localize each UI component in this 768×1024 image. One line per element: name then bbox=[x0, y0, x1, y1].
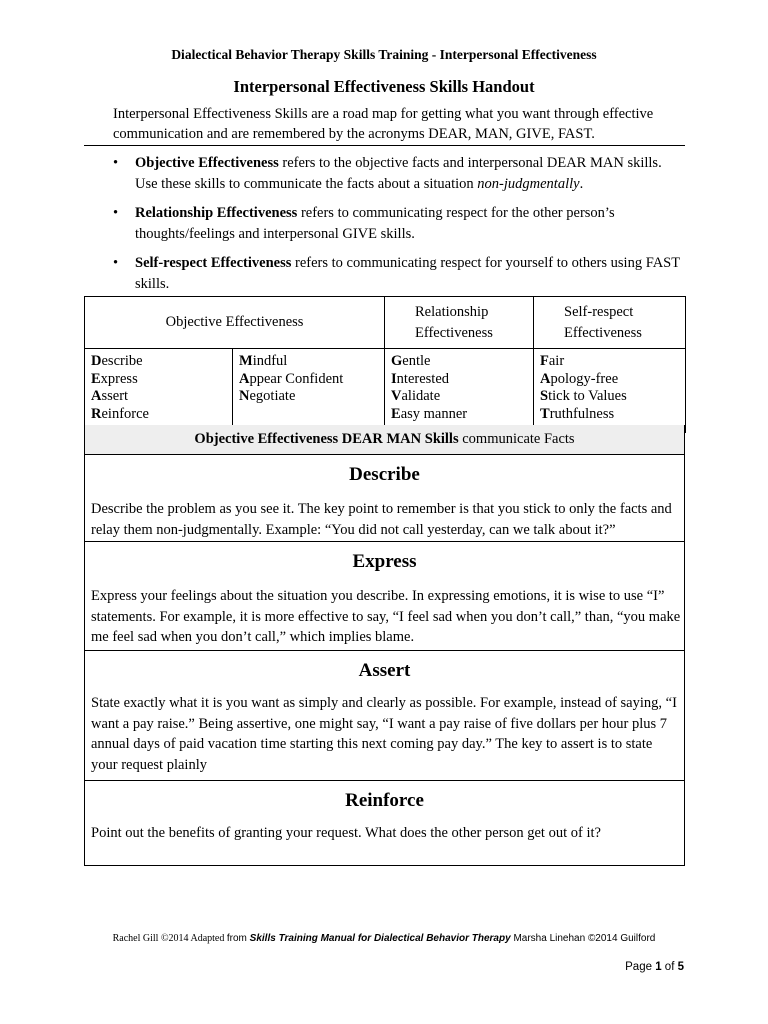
program-title: Dialectical Behavior Therapy Skills Training - Interpersonal Effectiveness bbox=[171, 47, 597, 62]
bullet-text: refers to the objective facts and interpersonal DEAR MAN skills. Use these skills to communicate the facts about a situation bbox=[135, 155, 662, 192]
acronym-cell-give bbox=[385, 349, 534, 433]
skills-acronym-table bbox=[84, 296, 686, 433]
intro-paragraph: Interpersonal Effectiveness Skills are a road map for getting what you want through effective communication and are remembered by the acronyms DEAR, MAN, GIVE, FAST. bbox=[113, 106, 654, 142]
card-reinforce bbox=[84, 781, 685, 866]
acronym-item: Express bbox=[91, 370, 138, 387]
acronym-item: Reinforce bbox=[91, 405, 149, 422]
credit-start: Rachel Gill ©2014 Adapted bbox=[112, 933, 227, 944]
header-line: Effectiveness bbox=[564, 324, 642, 341]
bullet-objective-effectiveness bbox=[113, 153, 683, 194]
credit-end: Marsha Linehan ©2014 Guilford bbox=[510, 933, 656, 944]
card-title: Reinforce bbox=[345, 790, 424, 811]
card-body: Express your feelings about the situation you describe. In expressing emotions, it is wise to use “I” statements. For example, it is more effective to say, “I feel sad when you don’t call,” than, “you make me feel sad when you don’t call,” which implies blame. bbox=[91, 588, 681, 645]
bullet-term: Self-respect Effectiveness bbox=[135, 255, 292, 271]
acronym-item: Easy manner bbox=[391, 405, 468, 422]
card-express bbox=[84, 542, 685, 651]
bullet-end: . bbox=[579, 175, 584, 192]
header-relationship-effectiveness bbox=[385, 297, 534, 349]
dear-man-section-heading bbox=[84, 425, 685, 455]
card-body: State exactly what it is you want as simply and clearly as possible. For example, instead of saying, “I want a pay raise.” Being assertive, one might say, “I want a pay raise of five dollars per hour plus 7 annual days of paid vacation time starting this next coming pay day.” The key to assert is to state your request plainly bbox=[91, 695, 677, 773]
acronym-item: Stick to Values bbox=[540, 388, 627, 404]
bullet-emphasis: non-judgmentally bbox=[477, 175, 580, 192]
intro-divider bbox=[84, 145, 685, 146]
section-heading-rest: communicate Facts bbox=[458, 431, 575, 447]
acronym-item: Validate bbox=[391, 388, 441, 404]
header-selfrespect-effectiveness bbox=[534, 297, 686, 349]
card-assert bbox=[84, 651, 685, 781]
table-acronym-row bbox=[85, 349, 686, 433]
bullet-selfrespect-effectiveness bbox=[113, 253, 683, 294]
handout-title: Interpersonal Effectiveness Skills Handout bbox=[233, 77, 535, 96]
acronym-item: Truthfulness bbox=[540, 405, 615, 422]
bullet-icon: • bbox=[113, 255, 119, 271]
effectiveness-bullet-list bbox=[113, 153, 683, 303]
footer-credit bbox=[0, 933, 768, 944]
page-of: of bbox=[661, 961, 678, 973]
credit-from: from bbox=[226, 933, 250, 944]
card-title: Describe bbox=[349, 464, 420, 485]
card-body: Point out the benefits of granting your request. What does the other person get out of it? bbox=[91, 825, 601, 841]
acronym-cell-dear bbox=[85, 349, 233, 433]
page-label: Page bbox=[625, 961, 656, 973]
page-number bbox=[625, 961, 684, 973]
acronym-cell-man bbox=[233, 349, 385, 433]
acronym-item: Describe bbox=[91, 353, 143, 369]
header-objective-effectiveness: Objective Effectiveness bbox=[85, 297, 385, 349]
header-line: Relationship bbox=[415, 303, 489, 320]
page-current: 1 bbox=[655, 961, 662, 973]
card-describe bbox=[84, 455, 685, 542]
card-title: Assert bbox=[358, 660, 411, 681]
header-line: Self-respect bbox=[564, 303, 634, 320]
acronym-item: Interested bbox=[391, 370, 450, 387]
header-line: Effectiveness bbox=[415, 324, 493, 341]
bullet-term: Relationship Effectiveness bbox=[135, 205, 298, 221]
table-header-row bbox=[85, 297, 686, 349]
bullet-icon: • bbox=[113, 205, 119, 221]
bullet-icon: • bbox=[113, 155, 119, 171]
card-title: Express bbox=[352, 551, 417, 572]
bullet-term: Objective Effectiveness bbox=[135, 155, 279, 171]
acronym-item: Apology-free bbox=[540, 370, 619, 387]
page-total: 5 bbox=[677, 961, 684, 973]
bullet-text: refers to communicating respect for yourself to others using FAST skills. bbox=[135, 255, 680, 292]
acronym-item: Mindful bbox=[239, 353, 288, 369]
acronym-item: Assert bbox=[91, 388, 129, 404]
acronym-cell-fast bbox=[534, 349, 686, 433]
bullet-text: refers to communicating respect for the other person’s thoughts/feelings and interpersonal GIVE skills. bbox=[135, 205, 615, 242]
acronym-item: Fair bbox=[540, 353, 565, 369]
section-heading-bold: Objective Effectiveness DEAR MAN Skills bbox=[194, 431, 459, 447]
card-body: Describe the problem as you see it. The key point to remember is that you stick to only the facts and relay them non-judgmentally. Example: “You did not call yesterday, can we talk about it?” bbox=[91, 501, 672, 538]
credit-manual-title: Skills Training Manual for Dialectical Behavior Therapy bbox=[249, 933, 511, 944]
acronym-item: Negotiate bbox=[239, 388, 296, 404]
acronym-item: Appear Confident bbox=[239, 370, 344, 387]
acronym-item: Gentle bbox=[391, 353, 431, 369]
bullet-relationship-effectiveness bbox=[113, 203, 683, 244]
